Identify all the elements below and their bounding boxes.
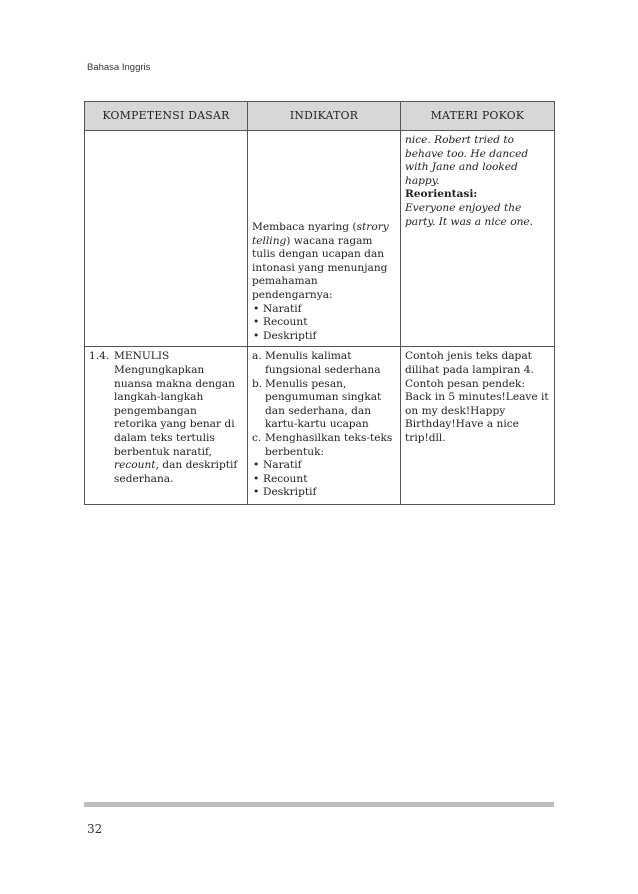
table-row — [85, 347, 555, 505]
indikator-text: Membaca nyaring (strory telling) wacana ragam tulis dengan ucapan dan intonasi yang menunjang pemahaman pendengarnya: — [252, 221, 389, 301]
materi-text: Contoh jenis teks dapat dilihat pada lampiran 4. Contoh pesan pendek: Back in 5 minutes!Leave it on my desk!Happy Birthday!Have a nice trip!dll. — [405, 350, 549, 444]
page-number: 32 — [87, 822, 103, 836]
indikator-cell — [248, 131, 401, 347]
list-item: b. Menulis pesan, pengumuman singkat dan sederhana, dan kartu-kartu ucapan — [252, 377, 382, 431]
list-item: c. Menghasilkan teks-teks berbentuk: — [252, 431, 393, 458]
table-header-row — [85, 102, 555, 131]
table-row — [85, 131, 555, 347]
materi-text: nice. Robert tried to behave too. He danced with Jane and looked happy. — [405, 134, 529, 187]
column-header-materi: MATERI POKOK — [401, 102, 555, 131]
list-item: a. Menulis kalimat fungsional sederhana — [252, 350, 381, 376]
materi-cell — [401, 347, 555, 505]
curriculum-table — [84, 101, 555, 505]
kompetensi-number: 1.4. — [89, 350, 110, 363]
footer-rule — [84, 802, 554, 807]
list-item: • Deskriptif — [252, 330, 396, 344]
kompetensi-text: Mengungkapkan nuansa makna dengan langkah-langkah pengembangan retorika yang benar di dalam teks tertulis berbentuk naratif, recount, dan deskriptif sederhana. — [114, 363, 238, 485]
kompetensi-cell — [85, 347, 248, 505]
list-item: • Recount — [252, 473, 396, 487]
list-item: • Naratif — [252, 459, 396, 473]
list-item: • Deskriptif — [252, 486, 396, 500]
materi-text: Everyone enjoyed the party. It was a nice one. — [405, 201, 534, 228]
materi-heading: Reorientasi: — [405, 188, 478, 201]
kompetensi-cell — [85, 131, 248, 347]
indikator-bullet-list — [252, 459, 396, 500]
kompetensi-title: MENULIS — [114, 350, 170, 363]
materi-cell — [401, 131, 555, 347]
list-item: • Naratif — [252, 303, 396, 317]
list-item: • Recount — [252, 316, 396, 330]
indikator-cell — [248, 347, 401, 505]
kompetensi-item — [89, 350, 243, 486]
column-header-kompetensi: KOMPETENSI DASAR — [85, 102, 248, 131]
column-header-indikator: INDIKATOR — [248, 102, 401, 131]
indikator-bullet-list — [252, 303, 396, 344]
running-header: Bahasa Inggris — [87, 62, 151, 73]
